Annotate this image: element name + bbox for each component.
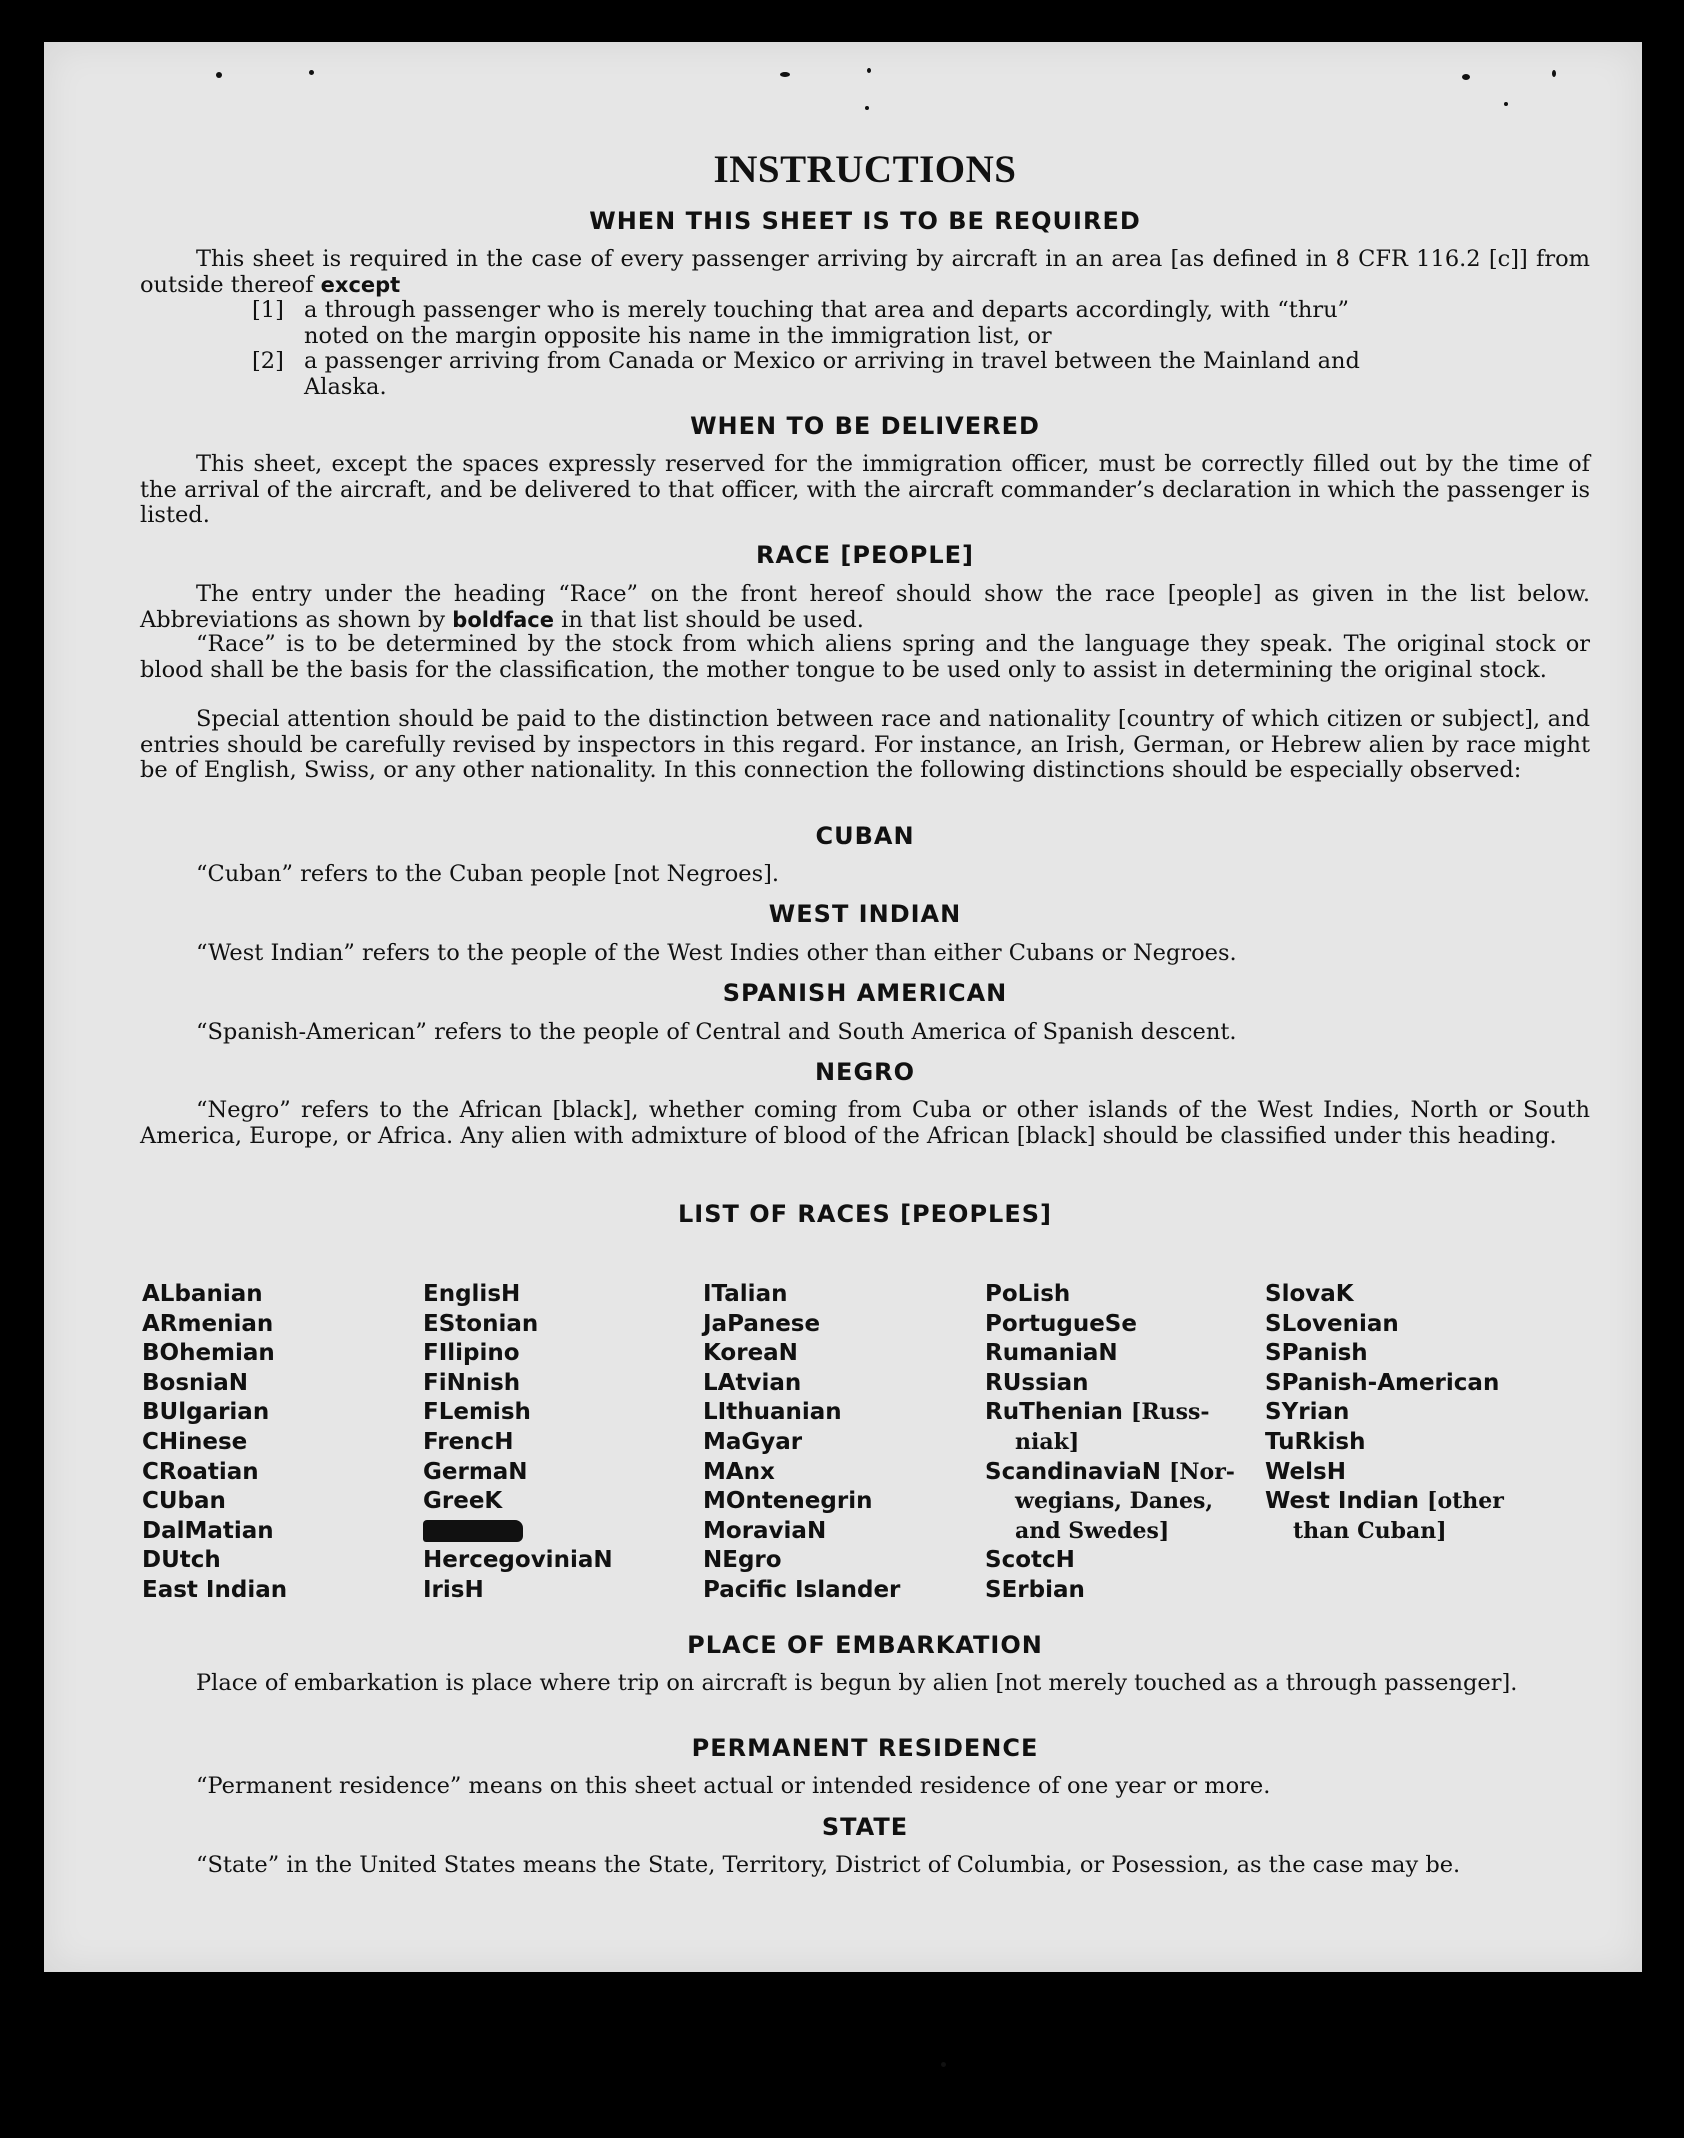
races-column-3: [703, 1280, 900, 1606]
negro-text: “Negro” refers to the African [black], whether coming from Cuba or other islands of the West Indies, North or South America, Europe, or Africa. Any alien with admixture of blood of the African [black] should be classified under this heading.: [140, 1097, 1590, 1149]
scan-speck: [941, 2062, 946, 2067]
residence-text: “Permanent residence” means on this sheet actual or intended residence of one year or more.: [196, 1773, 1271, 1799]
redacted-entry: [423, 1517, 613, 1547]
document-page: [44, 42, 1642, 1972]
required-item-1: [252, 298, 1590, 349]
heading-negro: NEGRO: [814, 1058, 916, 1086]
item-text: a through passenger who is merely touching that area and departs accordingly, with “thru”: [304, 297, 1350, 323]
race-paragraph-1: [140, 582, 1590, 633]
race-name: RuThenian: [985, 1399, 1123, 1426]
race-entry: HercegoviniaN: [423, 1547, 613, 1574]
race-entry: DalMatian: [142, 1517, 274, 1544]
required-intro-keyword: except: [320, 272, 401, 297]
race-entry: EStonian: [423, 1310, 539, 1337]
race-entry: ITalian: [703, 1281, 788, 1307]
heading-residence: PERMANENT RESIDENCE: [691, 1734, 1039, 1762]
race-entry: IrisH: [423, 1576, 484, 1603]
heading-delivered: WHEN TO BE DELIVERED: [690, 412, 1040, 440]
race-entry: East Indian: [142, 1576, 288, 1603]
race-entry: MAnx: [703, 1458, 775, 1485]
race-entry: [985, 1398, 1235, 1428]
race-paragraph-3: Special attention should be paid to the distinction between race and nationality [country of which citizen or subject], and entries should be carefully revised by inspectors in this regard. For instance, an Irish, German, or Hebrew alien by race might be of English, Swiss, or any other nationality. In this connection the following distinctions should be especially observed:: [140, 706, 1590, 783]
race-note-continued: than Cuban]: [1293, 1517, 1447, 1544]
scan-speck: [1552, 70, 1556, 77]
race-entry: EnglisH: [423, 1281, 521, 1307]
scan-speck: [216, 72, 222, 78]
race-entry: RUssian: [985, 1369, 1089, 1396]
race-entry: LIthuanian: [703, 1399, 842, 1426]
race-entry: CHinese: [142, 1428, 248, 1455]
race-note-continued: wegians, Danes,: [1015, 1488, 1213, 1515]
race-entry: BosniaN: [142, 1369, 249, 1396]
required-intro-text: This sheet is required in the case of every passenger arriving by aircraft in an area [as defined in 8 CFR 116.2 [c]] from outside thereof: [140, 246, 1590, 298]
embarkation-text: Place of embarkation is place where trip on aircraft is begun by alien [not merely touched as a through passenger].: [196, 1670, 1518, 1696]
race-entry: PortugueSe: [985, 1310, 1137, 1337]
race-entry: [1265, 1487, 1504, 1517]
race-paragraph-2: “Race” is to be determined by the stock from which aliens spring and the language they speak. The original stock or blood shall be the basis for the classification, the mother tongue to be used only to assist in determining the original stock.: [140, 631, 1590, 683]
race-note: [Russ-: [1130, 1399, 1210, 1426]
races-column-5: [1265, 1280, 1504, 1546]
race-p1-text: The entry under the heading “Race” on the front hereof should show the race [people] as given in the list below. Abbreviations as shown by: [140, 581, 1590, 633]
race-entry: BOhemian: [142, 1340, 275, 1367]
scan-speck: [865, 106, 869, 110]
race-entry: SlovaK: [1265, 1281, 1354, 1307]
west-indian-text: “West Indian” refers to the people of the West Indies other than either Cubans or Negroes.: [196, 940, 1237, 966]
heading-list-of-races: LIST OF RACES [PEOPLES]: [678, 1200, 1052, 1228]
cuban-text: “Cuban” refers to the Cuban people [not Negroes].: [196, 861, 780, 887]
race-p1-text-end: in that list should be used.: [561, 606, 864, 633]
heading-required: WHEN THIS SHEET IS TO BE REQUIRED: [589, 207, 1141, 235]
race-entry: LAtvian: [703, 1369, 802, 1396]
race-entry: GreeK: [423, 1488, 503, 1515]
race-entry: JaPanese: [703, 1310, 821, 1337]
item-text-continued: Alaska.: [304, 373, 387, 400]
race-note-continued: niak]: [1015, 1428, 1080, 1455]
heading-race: RACE [PEOPLE]: [755, 541, 975, 569]
race-entry: MoraviaN: [703, 1517, 827, 1544]
race-entry: KoreaN: [703, 1340, 798, 1367]
race-entry: DUtch: [142, 1547, 221, 1574]
state-text: “State” in the United States means the State, Territory, District of Columbia, or Posession, as the case may be.: [196, 1852, 1461, 1878]
races-column-2: [423, 1280, 613, 1606]
races-column-1: [142, 1280, 287, 1606]
race-entry: CUban: [142, 1488, 226, 1515]
race-entry: MOntenegrin: [703, 1488, 873, 1515]
race-p1-keyword: boldface: [452, 607, 554, 632]
race-entry: SYrian: [1265, 1399, 1350, 1426]
race-entry: PoLish: [985, 1281, 1071, 1307]
race-entry: RumaniaN: [985, 1340, 1118, 1367]
race-entry: ALbanian: [142, 1281, 263, 1307]
race-name: West Indian: [1265, 1488, 1420, 1515]
races-column-4: [985, 1280, 1235, 1606]
heading-state: STATE: [821, 1813, 909, 1841]
race-entry: SLovenian: [1265, 1310, 1399, 1337]
heading-cuban: CUBAN: [815, 822, 915, 850]
race-name: ScandinaviaN: [985, 1458, 1161, 1485]
scan-speck: [1462, 74, 1470, 80]
race-entry: BUlgarian: [142, 1399, 270, 1426]
race-note: [other: [1427, 1488, 1504, 1515]
heading-spanish-american: SPANISH AMERICAN: [722, 979, 1008, 1007]
race-entry: ScotcH: [985, 1547, 1075, 1574]
race-entry: FrencH: [423, 1428, 514, 1455]
scan-speck: [1504, 102, 1508, 106]
page-title: INSTRUCTIONS: [713, 148, 1017, 191]
race-entry: GermaN: [423, 1458, 528, 1485]
item-text-continued: noted on the margin opposite his name in the immigration list, or: [304, 322, 1052, 349]
required-intro: [140, 247, 1590, 298]
scan-speck: [309, 70, 314, 75]
race-note: [Nor-: [1169, 1458, 1235, 1485]
heading-west-indian: WEST INDIAN: [768, 900, 962, 928]
delivered-text: This sheet, except the spaces expressly reserved for the immigration officer, must be correctly filled out by the time of the arrival of the aircraft, and be delivered to that officer, with the aircraft commander’s declaration in which the passenger is listed.: [140, 451, 1590, 528]
race-entry: [985, 1458, 1235, 1488]
race-entry: FIlipino: [423, 1340, 520, 1367]
heading-embarkation: PLACE OF EMBARKATION: [687, 1631, 1043, 1659]
race-entry: WelsH: [1265, 1458, 1346, 1485]
spanish-american-text: “Spanish-American” refers to the people of Central and South America of Spanish descent.: [196, 1019, 1237, 1045]
race-entry: FiNnish: [423, 1369, 521, 1396]
race-entry: CRoatian: [142, 1458, 259, 1485]
scan-speck: [780, 72, 790, 77]
race-entry: Pacific Islander: [703, 1576, 901, 1603]
race-entry: SPanish: [1265, 1340, 1368, 1367]
race-note-continued: and Swedes]: [1015, 1517, 1170, 1544]
race-entry: MaGyar: [703, 1428, 803, 1455]
race-entry: TuRkish: [1265, 1428, 1366, 1455]
race-entry: SErbian: [985, 1576, 1085, 1603]
required-item-2: [252, 349, 1590, 400]
scan-speck: [867, 68, 871, 73]
item-number: [2]: [252, 348, 284, 374]
race-entry: SPanish-American: [1265, 1369, 1500, 1396]
item-number: [1]: [252, 297, 284, 323]
item-text: a passenger arriving from Canada or Mexico or arriving in travel between the Mainland and: [304, 348, 1360, 374]
race-entry: FLemish: [423, 1399, 531, 1426]
race-entry: ARmenian: [142, 1310, 274, 1337]
race-entry: NEgro: [703, 1547, 782, 1574]
redaction-mark: [423, 1520, 523, 1542]
